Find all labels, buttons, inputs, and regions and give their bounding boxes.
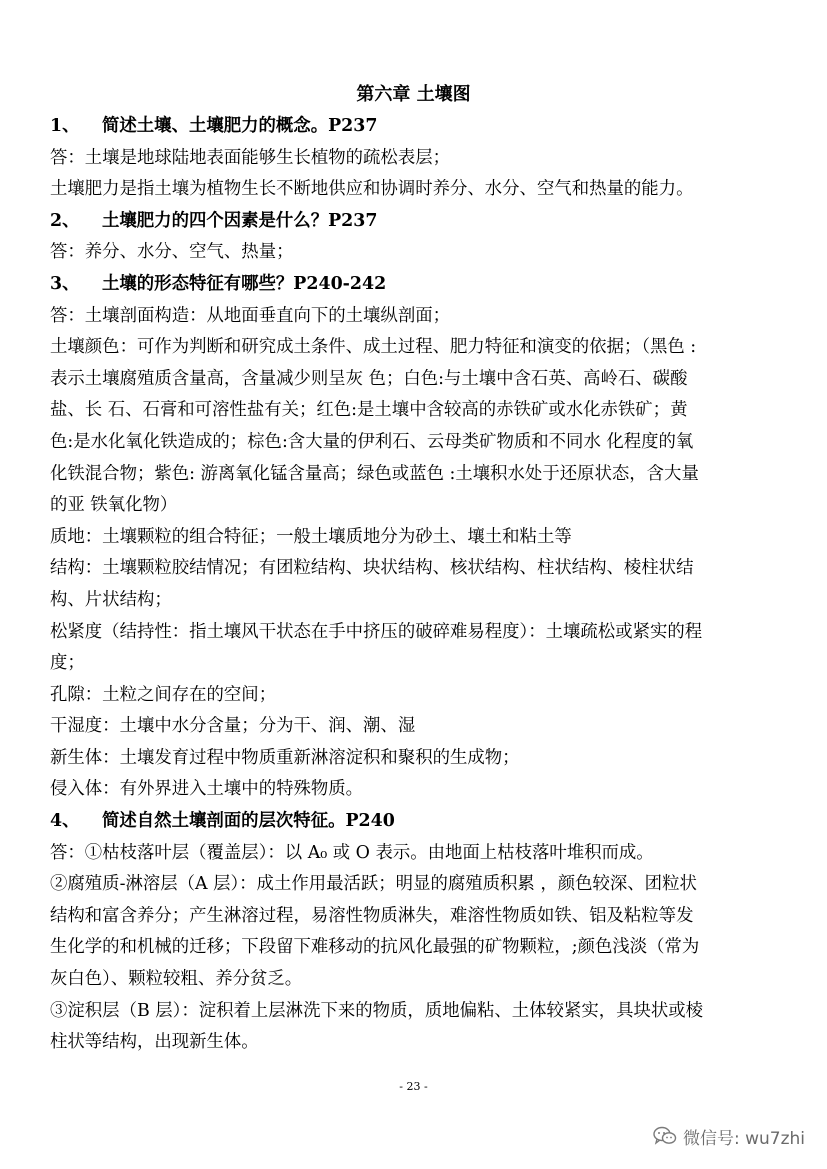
question-number: 4、	[50, 811, 80, 832]
line-text: 土壤肥力是指土壤为植物生长不断地供应和协调时养分、水分、空气和热量的能力。	[50, 179, 694, 200]
text-line	[50, 553, 780, 585]
wechat-icon	[653, 1126, 677, 1146]
text-line	[50, 838, 780, 870]
question-number: 2、	[50, 210, 80, 231]
question-number: 3、	[50, 273, 80, 294]
question-text: 土壤的形态特征有哪些？P240-242	[102, 273, 387, 294]
text-line	[50, 996, 780, 1028]
question-line	[50, 806, 780, 838]
line-text: 的亚 铁氧化物）	[50, 495, 178, 516]
text-line	[50, 774, 780, 806]
line-text: 孔隙：土粒之间存在的空间；	[50, 684, 277, 705]
text-line	[50, 1027, 780, 1059]
text-line	[50, 395, 780, 427]
question-text: 简述土壤、土壤肥力的概念。P237	[102, 116, 378, 136]
question-line	[50, 206, 780, 238]
line-text: 盐、长 石、石膏和可溶性盐有关；红色:是土壤中含较高的赤铁矿或水化赤铁矿；黄	[50, 400, 688, 421]
line-text: 柱状等结构，出现新生体。	[50, 1032, 259, 1053]
text-line	[50, 459, 780, 491]
chapter-title: 第六章 土壤图	[356, 84, 471, 105]
line-text: 表示土壤腐殖质含量高，含量减少则呈灰 色；白色:与土壤中含石英、高岭石、碳酸	[50, 368, 688, 389]
text-line	[50, 743, 780, 775]
line-text: 土壤颜色：可作为判断和研究成土条件、成土过程、肥力特征和演变的依据；（黑色 :	[50, 337, 697, 358]
line-text: 质地：土壤颗粒的组合特征；一般土壤质地分为砂土、壤土和粘土等	[50, 526, 572, 547]
line-text: 侵入体：有外界进入土壤中的特殊物质。	[50, 779, 364, 800]
text-line	[50, 522, 780, 554]
watermark	[653, 1123, 805, 1149]
line-text: 生化学的和机械的迁移；下段留下难移动的抗风化最强的矿物颗粒，;颜色浅淡（常为	[50, 937, 700, 958]
line-text: 新生体：土壤发育过程中物质重新淋溶淀积和聚积的生成物；	[50, 747, 520, 768]
text-line	[50, 964, 780, 996]
line-text: 答：养分、水分、空气、热量；	[50, 242, 294, 263]
text-line	[50, 364, 780, 396]
line-text: 结构和富含养分；产生淋溶过程，易溶性物质淋失，难溶性物质如铁、铝及粘粒等发	[50, 905, 694, 926]
text-line	[50, 301, 780, 333]
line-text: 答：土壤是地球陆地表面能够生长植物的疏松表层；	[50, 147, 450, 168]
line-text: 化铁混合物；紫色: 游离氧化锰含量高；绿色或蓝色 :土壤积水处于还原状态，含大量	[50, 463, 699, 484]
line-text: 灰白色）、颗粒较粗、养分贫乏。	[50, 969, 303, 990]
line-text: 色:是水化氧化铁造成的；棕色:含大量的伊利石、云母类矿物质和不同水 化程度的氧	[50, 431, 694, 452]
text-line	[50, 711, 780, 743]
line-text: 度；	[50, 653, 85, 674]
line-text: ③淀积层（B 层）：淀积着上层淋洗下来的物质，质地偏粘、土体较紧实，具块状或棱	[50, 1000, 704, 1021]
line-text: 结构：土壤颗粒胶结情况；有团粒结构、块状结构、核状结构、柱状结构、棱柱状结	[50, 558, 694, 579]
watermark-text: 微信号: wu7zhi	[682, 1128, 805, 1149]
text-line	[50, 427, 780, 459]
line-text: 构、片状结构；	[50, 589, 172, 610]
text-line	[50, 869, 780, 901]
text-line	[50, 585, 780, 617]
text-line	[50, 237, 780, 269]
question-line	[50, 111, 780, 143]
text-line	[50, 617, 780, 649]
line-text: 松紧度（结持性：指土壤风干状态在手中挤压的破碎难易程度）：土壤疏松或紧实的程	[50, 621, 703, 642]
text-line	[50, 174, 780, 206]
line-text: 答：①枯枝落叶层（覆盖层）：以 A₀ 或 O 表示。由地面上枯枝落叶堆积而成。	[50, 842, 654, 863]
document-body	[50, 111, 780, 1059]
text-line	[50, 332, 780, 364]
text-line	[50, 901, 780, 933]
question-text: 简述自然土壤剖面的层次特征。P240	[102, 811, 395, 832]
text-line	[50, 143, 780, 175]
line-text: 干湿度：土壤中水分含量；分为干、润、潮、湿	[50, 716, 416, 737]
line-text: ②腐殖质-淋溶层（A 层）：成土作用最活跃；明显的腐殖质积累 ，颜色较深、团粒状	[50, 874, 697, 895]
text-line	[50, 648, 780, 680]
question-line	[50, 269, 780, 301]
question-text: 土壤肥力的四个因素是什么？P237	[102, 210, 378, 231]
question-number: 1、	[50, 116, 80, 136]
text-line	[50, 680, 780, 712]
page-number: - 23 -	[399, 1080, 428, 1093]
line-text: 答：土壤剖面构造：从地面垂直向下的土壤纵剖面；	[50, 305, 450, 326]
text-line	[50, 490, 780, 522]
text-line	[50, 932, 780, 964]
